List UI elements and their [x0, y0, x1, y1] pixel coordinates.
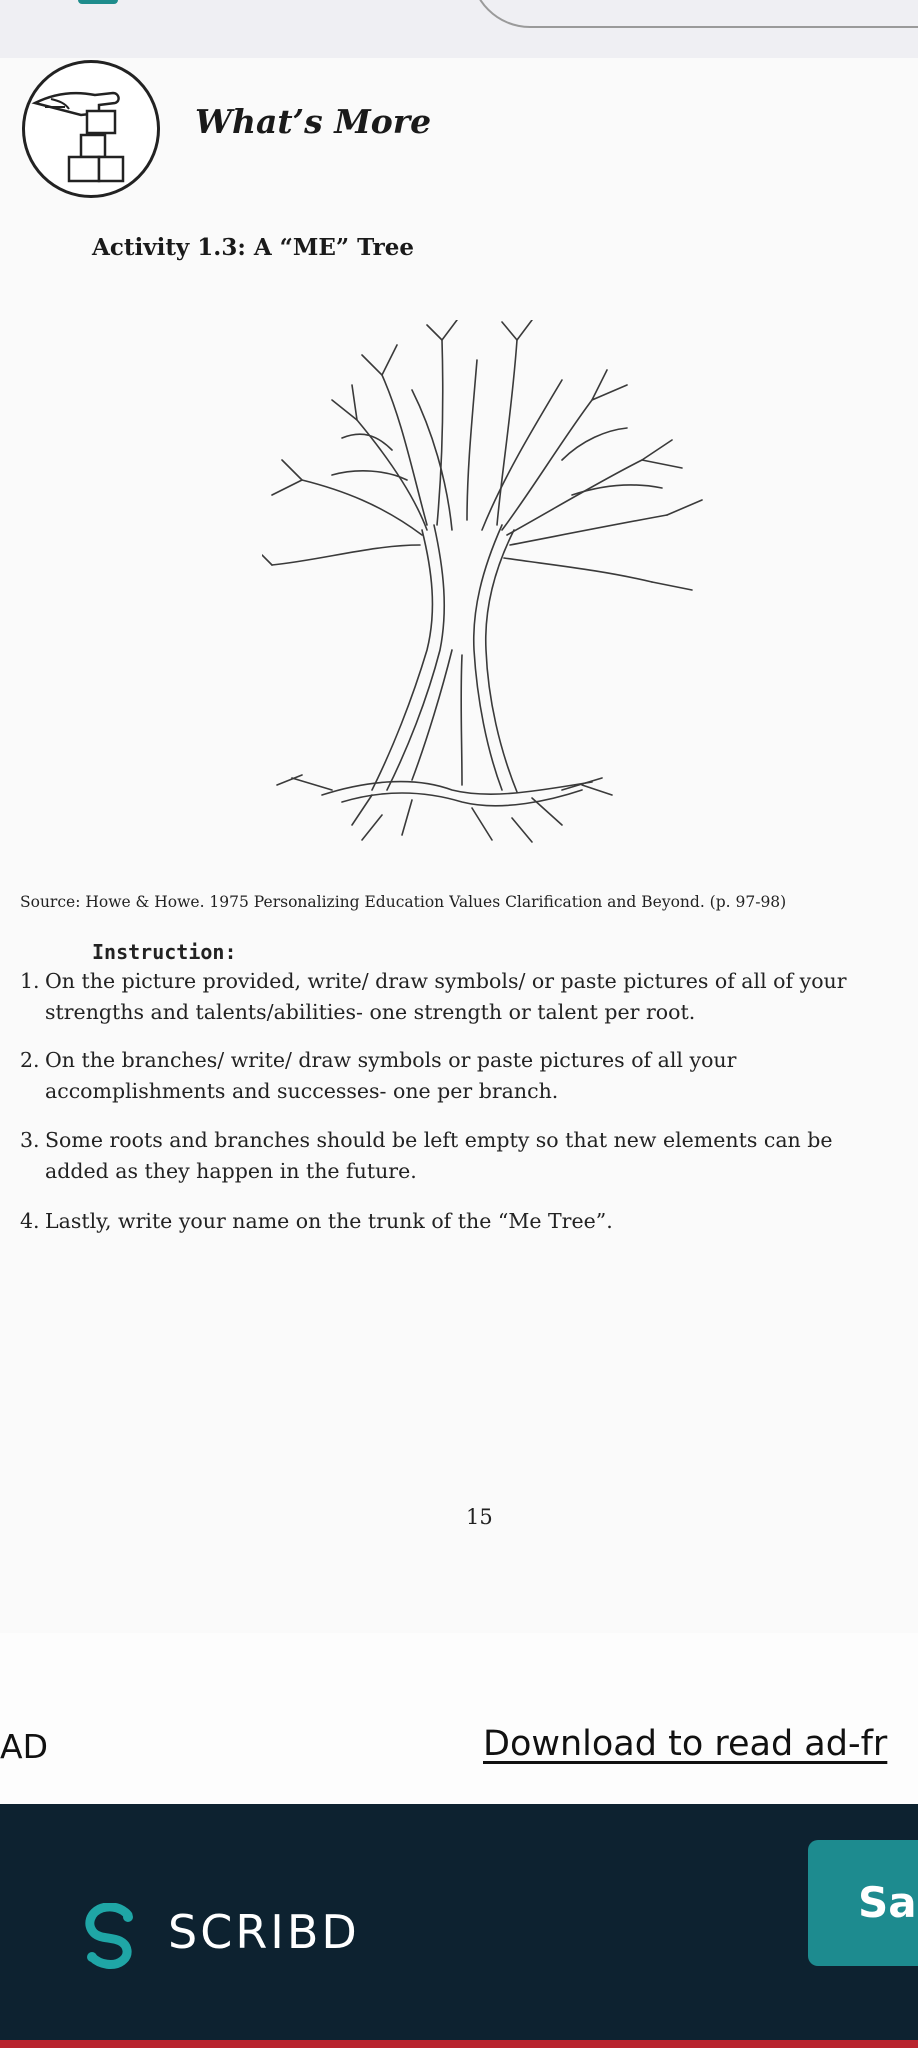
scribd-brand-text: SCRIBD [168, 1905, 360, 1959]
teal-mark [78, 0, 118, 4]
item-text-continued: added as they happen in the future. [45, 1158, 417, 1183]
item-text: Some roots and branches should be left empty so that new elements can be [45, 1128, 833, 1152]
item-number: 2. [20, 1048, 40, 1072]
save-button[interactable]: Sa [808, 1840, 918, 1966]
activity-title: Activity 1.3: A “ME” Tree [92, 234, 414, 261]
download-ad-free-link[interactable]: Download to read ad-fr [483, 1724, 888, 1764]
bottom-accent-bar [0, 2040, 918, 2048]
instruction-item [20, 1045, 900, 1107]
instruction-item [20, 966, 900, 1028]
previous-page-edge [0, 0, 918, 58]
hand-stacking-blocks-icon [22, 60, 160, 198]
item-text-continued: strengths and talents/abilities- one strength or talent per root. [45, 999, 696, 1024]
ad-label: AD [0, 1727, 48, 1766]
me-tree-illustration [262, 320, 712, 880]
item-text: On the picture provided, write/ draw symbols/ or paste pictures of all of your [45, 969, 847, 993]
ad-bar [0, 1633, 918, 1804]
item-text: On the branches/ write/ draw symbols or paste pictures of all your [45, 1048, 737, 1072]
source-citation: Source: Howe & Howe. 1975 Personalizing Education Values Clarification and Beyond. (p. 97-98) [20, 893, 787, 911]
item-number: 1. [20, 969, 40, 993]
item-number: 3. [20, 1128, 40, 1152]
item-text-continued: accomplishments and successes- one per branch. [45, 1078, 559, 1103]
item-text: Lastly, write your name on the trunk of the “Me Tree”. [45, 1209, 613, 1233]
instruction-item [20, 1206, 900, 1237]
instruction-item [20, 1125, 900, 1187]
instruction-heading: Instruction: [92, 940, 237, 964]
section-title: What’s More [195, 102, 432, 141]
decorative-arc [470, 0, 918, 28]
page-number: 15 [466, 1505, 493, 1529]
item-number: 4. [20, 1209, 40, 1233]
scribd-logo-icon [82, 1903, 138, 1971]
